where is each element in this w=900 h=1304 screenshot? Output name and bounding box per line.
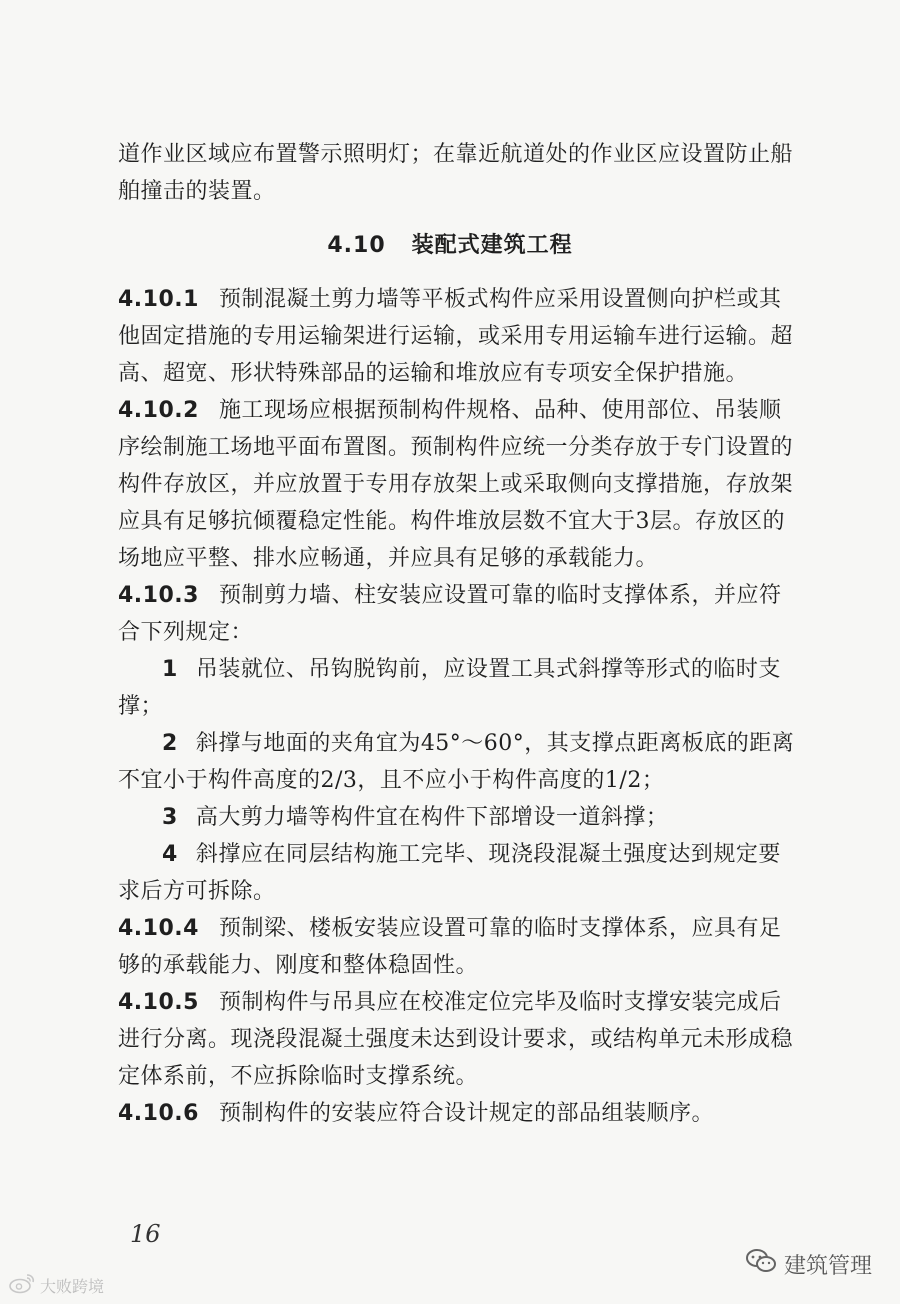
section-title: 装配式建筑工程 [411, 233, 573, 258]
clause-number: 4.10.3 [118, 583, 199, 608]
item-number: 1 [162, 657, 178, 682]
section-number: 4.10 [327, 233, 386, 258]
section-heading [0, 228, 900, 259]
item-number: 3 [162, 805, 178, 830]
clause-item-2 [118, 725, 798, 799]
item-text: 斜撑与地面的夹角宜为45°～60°，其支撑点距离板底的距离不宜小于构件高度的2/3，且不应小于构件高度的1/2； [118, 731, 795, 793]
clause-item-1 [118, 651, 798, 725]
clause-number: 4.10.4 [118, 916, 199, 941]
clause-4-10-3 [118, 577, 798, 651]
clause-text: 预制梁、楼板安装应设置可靠的临时支撑体系，应具有足够的承载能力、刚度和整体稳固性。 [118, 916, 782, 978]
item-text: 高大剪力墙等构件宜在构件下部增设一道斜撑； [195, 805, 669, 830]
item-text: 吊装就位、吊钩脱钩前，应设置工具式斜撑等形式的临时支撑； [118, 657, 781, 719]
intro-paragraph [118, 136, 798, 210]
intro-text: 道作业区域应布置警示照明灯；在靠近航道处的作业区应设置防止船舶撞击的装置。 [118, 142, 794, 204]
clause-text: 预制构件的安装应符合设计规定的部品组装顺序。 [218, 1101, 714, 1126]
item-number: 4 [162, 842, 178, 867]
weibo-icon [8, 1272, 36, 1298]
clause-number: 4.10.2 [118, 398, 199, 423]
watermark-left [8, 1272, 104, 1298]
clause-text: 预制剪力墙、柱安装应设置可靠的临时支撑体系，并应符合下列规定： [118, 583, 782, 645]
clause-item-3 [118, 799, 798, 836]
clause-text: 预制构件与吊具应在校准定位完毕及临时支撑安装完成后进行分离。现浇段混凝土强度未达到设计要求，或结构单元未形成稳定体系前，不应拆除临时支撑系统。 [118, 990, 794, 1089]
clause-text: 预制混凝土剪力墙等平板式构件应采用设置侧向护栏或其他固定措施的专用运输架进行运输，或采用专用运输车进行运输。超高、超宽、形状特殊部品的运输和堆放应有专项安全保护措施。 [118, 287, 794, 386]
page-number: 16 [130, 1220, 161, 1248]
clause-4-10-5 [118, 984, 798, 1095]
clause-4-10-1 [118, 281, 798, 392]
watermark-left-text: 大败跨境 [40, 1276, 105, 1296]
clause-4-10-4 [118, 910, 798, 984]
clause-item-4 [118, 836, 798, 910]
item-number: 2 [162, 731, 178, 756]
item-text: 斜撑应在同层结构施工完毕、现浇段混凝土强度达到规定要求后方可拆除。 [118, 842, 781, 904]
clause-number: 4.10.5 [118, 990, 199, 1015]
watermark-right-text: 建筑管理 [783, 1253, 872, 1279]
watermark-right [746, 1248, 872, 1280]
clause-4-10-2 [118, 392, 798, 577]
clause-number: 4.10.1 [118, 287, 199, 312]
clause-number: 4.10.6 [118, 1101, 199, 1126]
clause-text: 施工现场应根据预制构件规格、品种、使用部位、吊装顺序绘制施工场地平面布置图。预制构件应统一分类存放于专门设置的构件存放区，并应放置于专用存放架上或采取侧向支撑措施，存放架应具有足够抗倾覆稳定性能。构件堆放层数不宜大于3层。存放区的场地应平整、排水应畅通，并应具有足够的承载能力。 [118, 398, 794, 571]
clause-4-10-6 [118, 1095, 798, 1132]
clause-list [118, 281, 798, 1132]
wechat-icon [746, 1248, 776, 1280]
